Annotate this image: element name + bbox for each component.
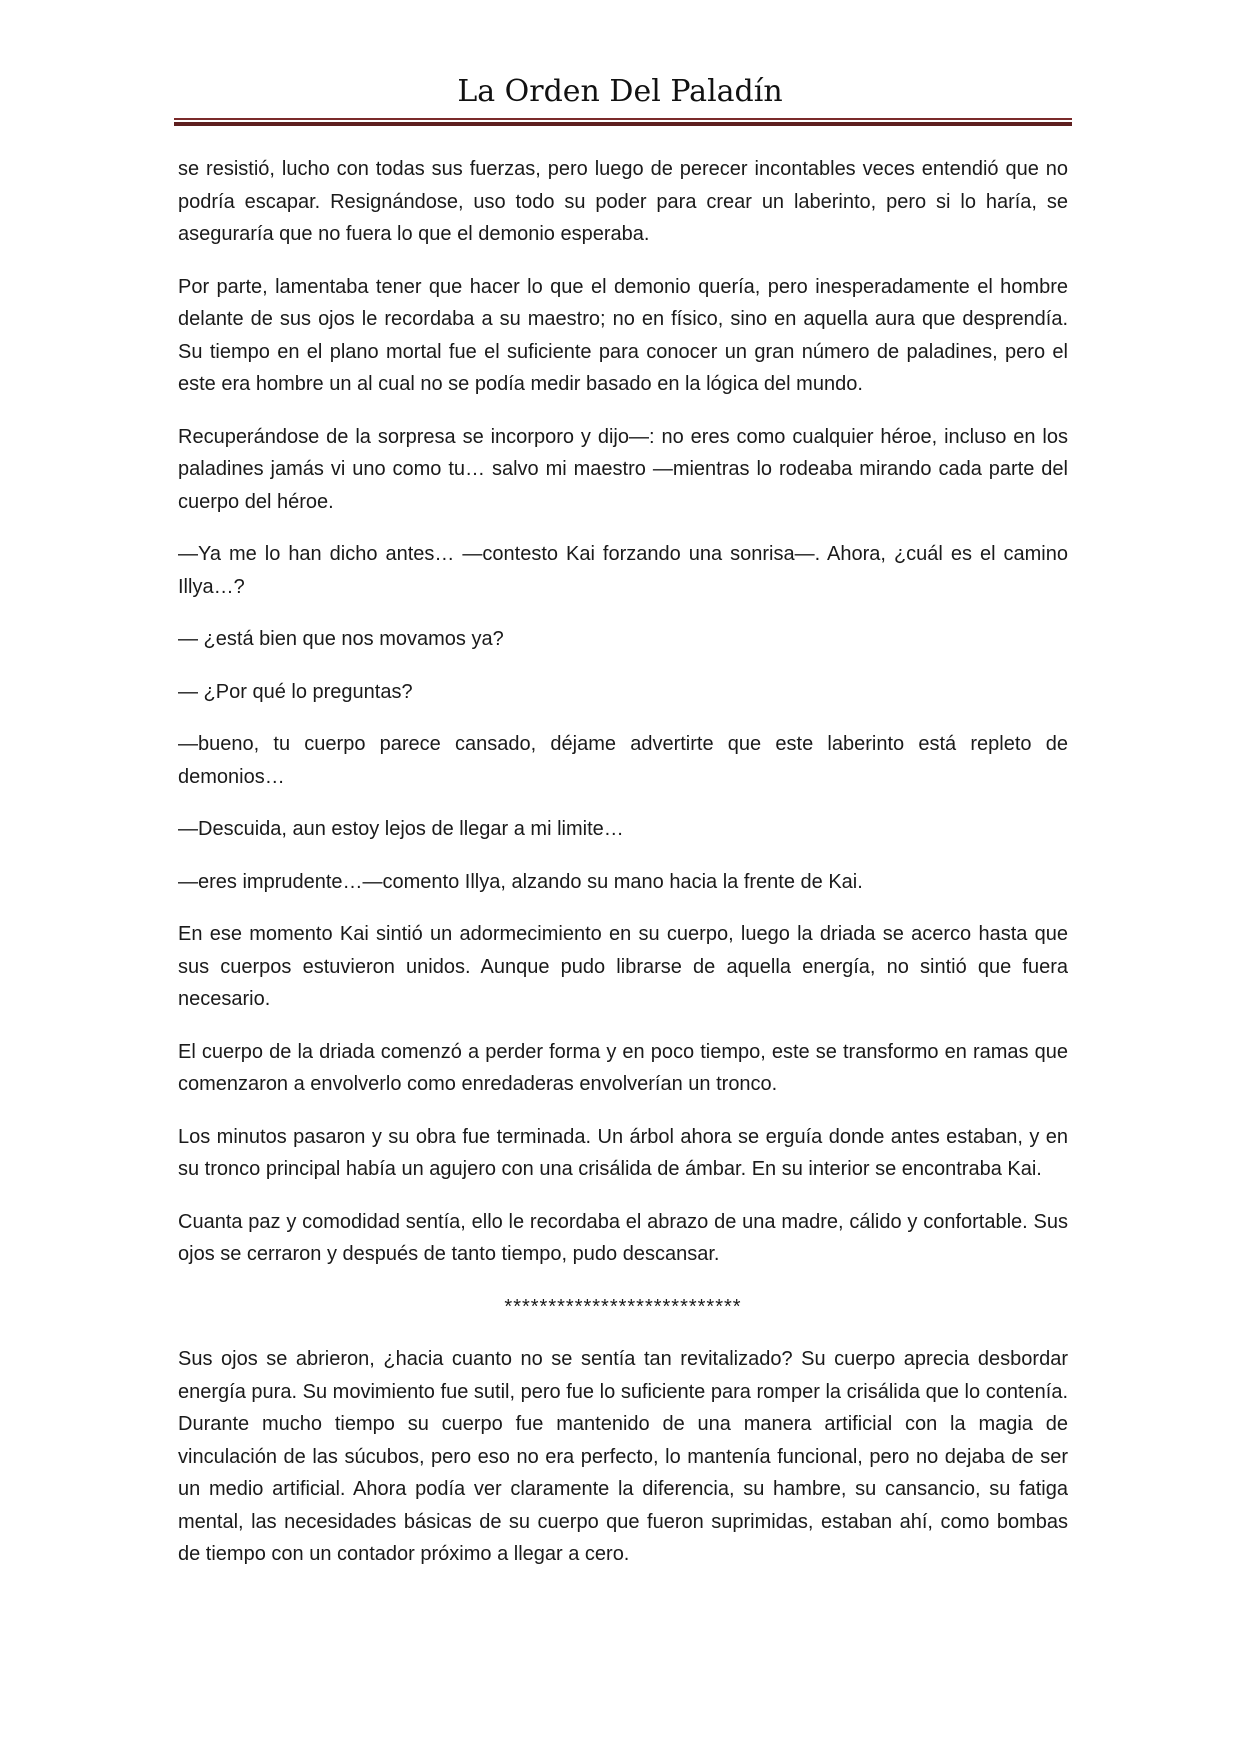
dialogue-line: —Descuida, aun estoy lejos de llegar a mi limite… bbox=[178, 818, 624, 840]
dialogue-line: —bueno, tu cuerpo parece cansado, déjame advertirte que este laberinto está repleto de demonios… bbox=[178, 733, 1068, 788]
scene-break-separator: *************************** bbox=[504, 1295, 742, 1318]
dialogue-line: —eres imprudente…—comento Illya, alzando su mano hacia la frente de Kai. bbox=[178, 870, 863, 893]
paragraph: Sus ojos se abrieron, ¿hacia cuanto no se sentía tan revitalizado? Su cuerpo aprecia desbordar energía pura. Su movimiento fue sutil, pero fue lo suficiente para romper la crisálida que lo contenía. Durante mucho tiempo su cuerpo fue mantenido de una manera artificial con la magia de vinculación de las súcubos, pero eso no era perfecto, lo mantenía funcional, pero no dejaba de ser un medio artificial. Ahora podía ver claramente la diferencia, su hambre, su cansancio, su fatiga mental, las necesidades básicas de su cuerpo que fueron suprimidas, estaban ahí, como bombas de tiempo con un contador próximo a llegar a cero. bbox=[178, 1348, 1068, 1565]
paragraph: Cuanta paz y comodidad sentía, ello le recordaba el abrazo de una madre, cálido y confortable. Sus ojos se cerraron y después de tanto tiempo, pudo descansar. bbox=[178, 1210, 1068, 1265]
page-header-title: La Orden Del Paladín bbox=[457, 74, 783, 109]
paragraph: El cuerpo de la driada comenzó a perder forma y en poco tiempo, este se transformo en ramas que comenzaron a envolverlo como enredaderas envolverían un tronco. bbox=[178, 1040, 1068, 1095]
dialogue-line: —Ya me lo han dicho antes… —contesto Kai forzando una sonrisa—. Ahora, ¿cuál es el camino Illya…? bbox=[178, 543, 1068, 598]
header-divider-thin bbox=[174, 118, 1072, 120]
paragraph: Recuperándose de la sorpresa se incorporo y dijo—: no eres como cualquier héroe, incluso en los paladines jamás vi uno como tu… salvo mi maestro —mientras lo rodeaba mirando cada parte del cuerpo del héroe. bbox=[178, 425, 1068, 513]
document-body bbox=[178, 153, 1068, 1591]
paragraph: Los minutos pasaron y su obra fue terminada. Un árbol ahora se erguía donde antes estaban, y en su tronco principal había un agujero con una crisálida de ámbar. En su interior se encontraba Kai. bbox=[178, 1125, 1068, 1180]
paragraph: se resistió, lucho con todas sus fuerzas, pero luego de perecer incontables veces entendió que no podría escapar. Resignándose, uso todo su poder para crear un laberinto, pero si lo haría, se aseguraría que no fuera lo que el demonio esperaba. bbox=[178, 158, 1068, 245]
dialogue-line: — ¿está bien que nos movamos ya? bbox=[178, 628, 504, 650]
paragraph: Por parte, lamentaba tener que hacer lo que el demonio quería, pero inesperadamente el hombre delante de sus ojos le recordaba a su maestro; no en físico, sino en aquella aura que desprendía. Su tiempo en el plano mortal fue el suficiente para conocer un gran número de paladines, pero el este era hombre un al cual no se podía medir basado en la lógica del mundo. bbox=[178, 275, 1068, 395]
dialogue-line: — ¿Por qué lo preguntas? bbox=[178, 680, 413, 703]
paragraph: En ese momento Kai sintió un adormecimiento en su cuerpo, luego la driada se acerco hasta que sus cuerpos estuvieron unidos. Aunque pudo librarse de aquella energía, no sintió que fuera necesario. bbox=[178, 923, 1068, 1010]
header-divider-thick bbox=[174, 122, 1072, 126]
